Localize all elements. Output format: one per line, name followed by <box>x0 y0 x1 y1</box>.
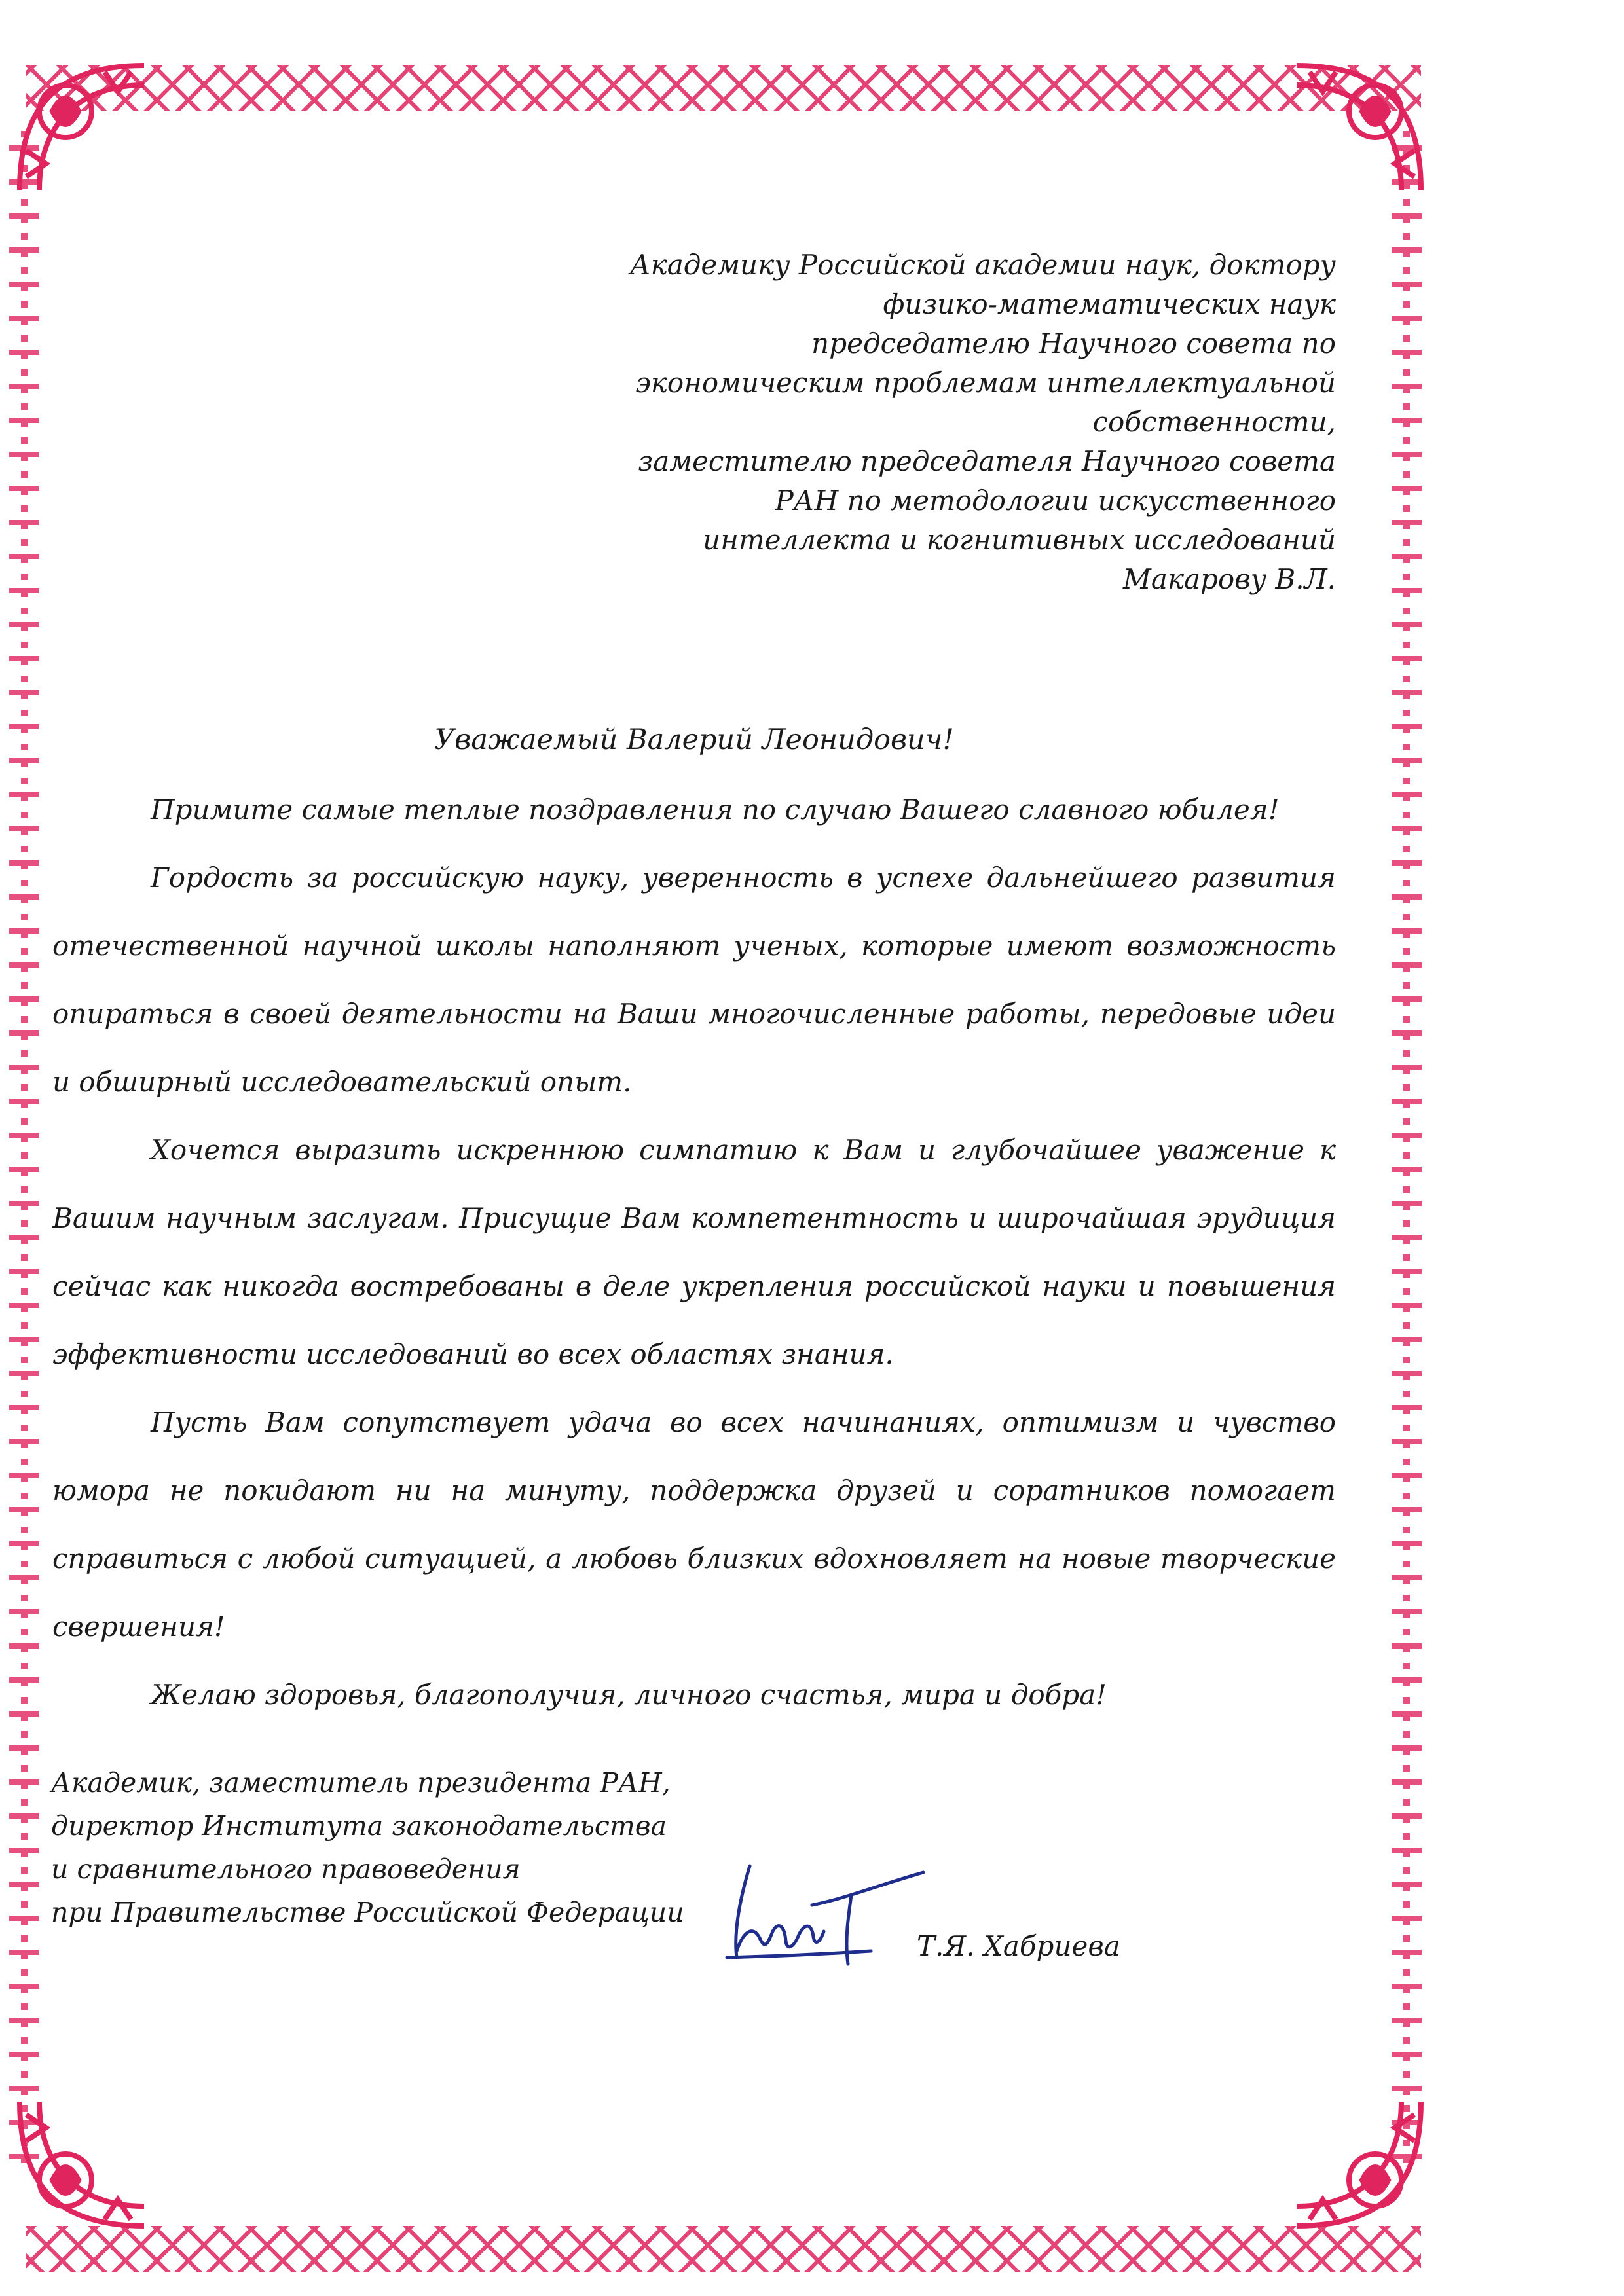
corner-ornament-icon <box>1283 52 1434 203</box>
addressee-block <box>537 246 1336 599</box>
salutation: Уважаемый Валерий Леонидович! <box>434 723 954 756</box>
corner-ornament-icon <box>7 2088 157 2239</box>
paragraph: Желаю здоровья, благополучия, личного счастья, мира и добра! <box>151 1679 1107 1711</box>
addressee-line: собственности, <box>1092 406 1336 438</box>
paragraph: Примите самые теплые поздравления по случаю Вашего славного юбилея! <box>151 793 1280 826</box>
handwritten-signature-icon <box>714 1859 930 1971</box>
addressee-line: физико-математических наук <box>883 288 1336 320</box>
signer-name: Т.Я. Хабриева <box>917 1930 1120 1962</box>
sender-title-line: директор Института законодательства <box>51 1810 667 1842</box>
addressee-line: Академику Российской академии наук, доктору <box>629 249 1336 281</box>
corner-ornament-icon <box>1283 2088 1434 2239</box>
sender-title-line: при Правительстве Российской Федерации <box>51 1897 684 1928</box>
addressee-line: председателю Научного совета по <box>811 327 1336 359</box>
addressee-line: заместителю председателя Научного совета <box>638 445 1336 477</box>
letter-body <box>52 776 1336 1729</box>
addressee-line: экономическим проблемам интеллектуальной <box>635 367 1336 399</box>
sender-title-line: и сравнительного правоведения <box>51 1853 521 1885</box>
paragraph: Гордость за российскую науку, уверенность в успехе дальнейшего развития отечественной научной школы наполняют ученых, которые имеют возможность опираться в своей деятельности на Ваши многочисленные работы, передовые идеи и обширный исследовательский опыт. <box>52 862 1336 1098</box>
addressee-line: интеллекта и когнитивных исследований <box>703 524 1336 556</box>
addressee-name: Макарову В.Л. <box>1122 563 1336 595</box>
sender-title-line: Академик, заместитель президента РАН, <box>51 1767 671 1798</box>
border-bottom-band <box>26 2226 1421 2272</box>
border-top-band <box>26 65 1421 111</box>
sender-title-block <box>51 1761 706 1934</box>
paragraph: Пусть Вам сопутствует удача во всех начинаниях, оптимизм и чувство юмора не покидают ни на минуту, поддержка друзей и соратников помогает справиться с любой ситуацией, а любовь близких вдохновляет на новые творческие свершения! <box>52 1406 1336 1643</box>
border-left-band <box>9 131 39 2167</box>
addressee-line: РАН по методологии искусственного <box>775 484 1336 517</box>
corner-ornament-icon <box>7 52 157 203</box>
border-right-band <box>1392 131 1422 2167</box>
paragraph: Хочется выразить искреннюю симпатию к Вам и глубочайшее уважение к Вашим научным заслугам. Присущие Вам компетентность и широчайшая эрудиция сейчас как никогда востребованы в деле укрепления российской науки и повышения эффективности исследований во всех областях знания. <box>52 1134 1336 1370</box>
